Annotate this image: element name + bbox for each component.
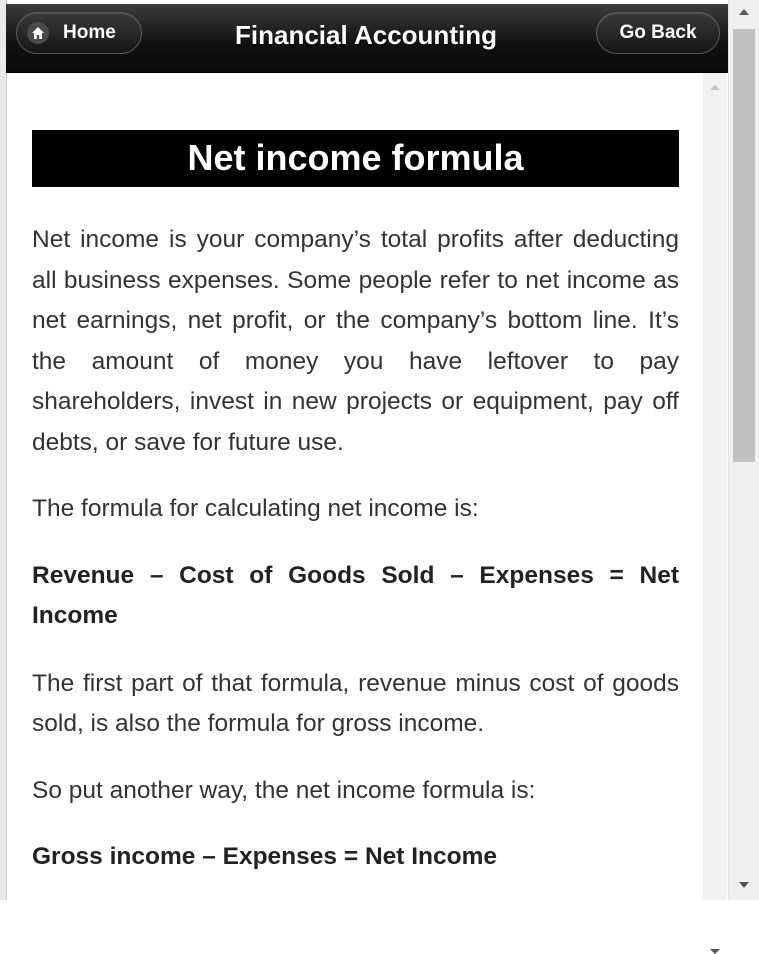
window-scroll-up-icon[interactable] [739,9,749,15]
go-back-button-label: Go Back [619,22,697,43]
page-title: Financial Accounting [235,20,497,50]
home-button-label: Home [63,22,116,43]
window-scrollbar[interactable] [728,0,759,900]
content-scrollbar[interactable] [703,73,727,900]
article-heading: Net income formula [32,130,679,187]
home-button[interactable] [16,12,142,54]
scroll-down-arrow-icon[interactable] [710,949,720,954]
paragraph-restated: So put another way, the net income formula is: [32,776,536,804]
window-scroll-thumb[interactable] [733,29,755,462]
home-icon [27,22,49,44]
go-back-button[interactable] [596,12,720,54]
window-scroll-down-icon[interactable] [739,882,749,888]
window-left-edge [0,0,7,900]
paragraph-gross-income: The first part of that formula, revenue minus cost of goods sold, is also the formula for gross income. [32,669,679,737]
article-content [32,130,679,878]
paragraph-formula-intro: The formula for calculating net income is: [32,495,479,522]
paragraph-formula-alt: Gross income – Expenses = Net Income [32,843,498,870]
scroll-up-arrow-icon[interactable] [710,85,720,90]
paragraph-intro: Net income is your company’s total profits after deducting all business expenses. Some people refer to net income as net earnings, net profit, or the company’s bottom line. It’s the amount of money you have leftover to pay shareholders, invest in new projects or equipment, pay off debts, or save for future use. [32,226,679,456]
paragraph-formula: Revenue – Cost of Goods Sold – Expenses = Net Income [32,561,679,629]
app-header [6,4,728,73]
